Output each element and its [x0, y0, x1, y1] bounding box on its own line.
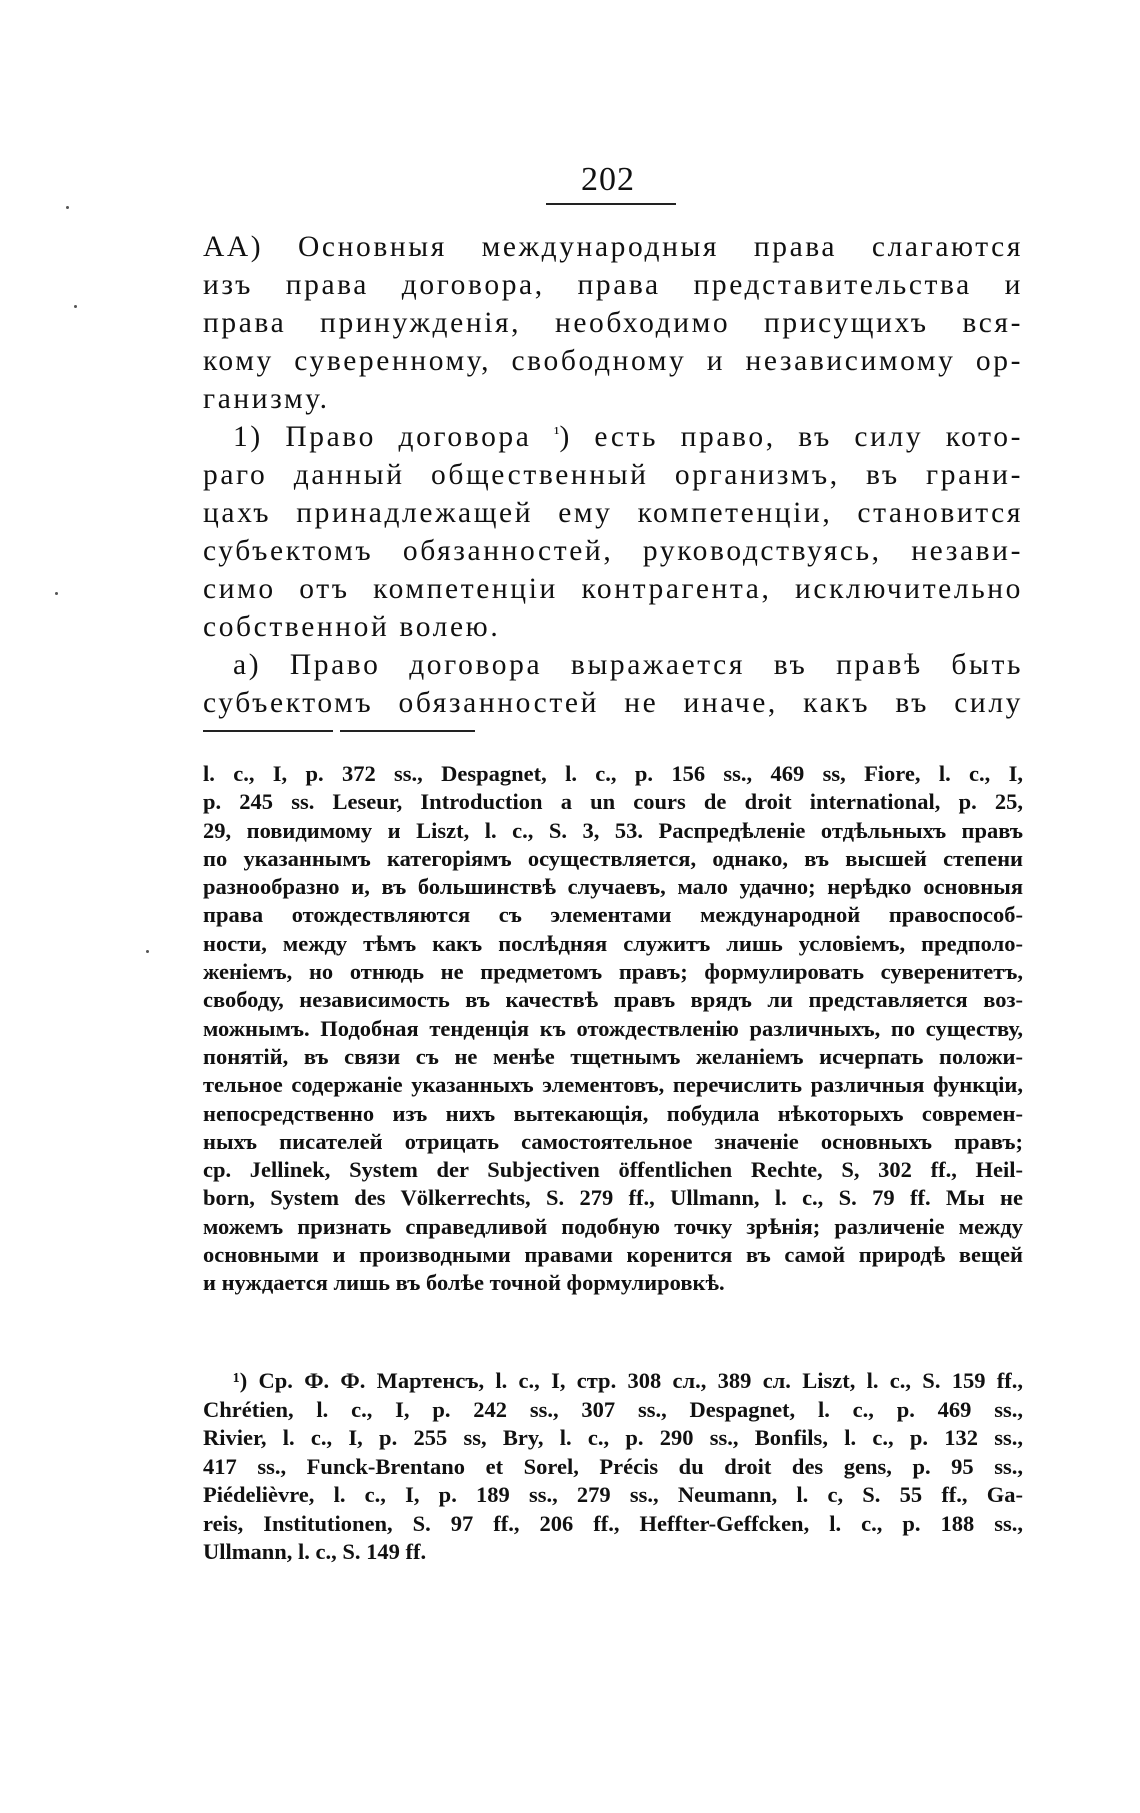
- footnote-line-segment: ¹) Cp. Ф. Ф. Мартенсъ, l. c., I, стр. 308 сл., 389 сл. Liszt, l. c., S. 159 ff.,: [233, 1368, 1023, 1393]
- footnote-line: Piédelièvre, l. c., I, p. 189 ss., 279 ss., Neumann, l. c, S. 55 ff., Ga-: [203, 1482, 1023, 1507]
- footnote-line: свободу, независимость въ качествѣ правъ врядъ ли представляется воз-: [203, 987, 1023, 1013]
- scan-speck: [146, 950, 149, 953]
- main-line-segment: a) Право договора выражается въ правѣ быть: [233, 649, 1023, 681]
- footnote-continuation: [203, 760, 1023, 1298]
- footnote-line: cp. Jellinek, System der Subjectiven öffentlichen Rechte, S, 302 ff., Heil-: [203, 1157, 1023, 1183]
- scan-speck: [66, 206, 69, 209]
- footnote-line: ныхъ писателей отрицать самостоятельное значеніе основныхъ правъ;: [203, 1128, 1023, 1154]
- main-text: [203, 228, 1023, 722]
- footnote-line: можемъ признать справедливой подобную точку зрѣнія; различеніе между: [203, 1213, 1023, 1239]
- page-number: 202: [581, 161, 635, 198]
- footnote-line: Rivier, l. c., I, p. 255 ss, Bry, l. c., p. 290 ss., Bonfils, l. c., p. 132 ss.,: [203, 1425, 1023, 1450]
- footnote-line: l. c., I, p. 372 ss., Despagnet, l. c., p. 156 ss., 469 ss, Fiore, l. c., I,: [203, 761, 1023, 786]
- main-line: субъектомъ обязанностей, руководствуясь, незави-: [203, 535, 1023, 567]
- page-number-rule: [546, 203, 676, 205]
- main-line: раго данный общественный организмъ, въ грани-: [203, 459, 1023, 491]
- footnote-1: [203, 1367, 1023, 1567]
- main-line: АА) Основныя международныя права слагаются: [203, 231, 1023, 263]
- main-line: изъ права договора, права представительства и: [203, 269, 1023, 301]
- footnote-rule: [203, 730, 333, 732]
- footnote-line: Ullmann, l. c., S. 149 ff.: [203, 1539, 427, 1564]
- footnote-line: тельное содержаніе указанныхъ элементовъ, перечислить различныя функціи,: [203, 1072, 1023, 1098]
- main-line: субъектомъ обязанностей не иначе, какъ въ силу: [203, 687, 1023, 719]
- main-line: права принужденія, необходимо присущихъ вся-: [203, 307, 1023, 339]
- main-line: [203, 418, 1023, 456]
- main-line: цахъ принадлежащей ему компетенціи, становится: [203, 497, 1023, 529]
- main-line-segment: ) есть право, въ силу кото-: [559, 421, 1023, 453]
- footnote-line: можнымъ. Подобная тенденція къ отождествленію различныхъ, по существу,: [203, 1015, 1023, 1041]
- footnote-line: права отождествляются съ элементами международной правоспособ-: [203, 902, 1023, 928]
- footnote-rule: [340, 730, 475, 732]
- footnote-line: Chrétien, l. c., I, p. 242 ss., 307 ss., Despagnet, l. c., p. 469 ss.,: [203, 1396, 1023, 1422]
- footnote-ref: ¹: [554, 423, 560, 443]
- main-line: симо отъ компетенціи контрагента, исключительно: [203, 573, 1023, 605]
- footnote-line: и нуждается лишь въ болѣе точной формулировкѣ.: [203, 1270, 725, 1296]
- footnote-line: непосредственно изъ нихъ вытекающія, побудила нѣкоторыхъ современ-: [203, 1100, 1023, 1126]
- main-line: кому суверенному, свободному и независимому ор-: [203, 345, 1023, 377]
- footnote-line: понятій, въ связи съ не менѣе тщетнымъ желаніемъ исчерпать положи-: [203, 1043, 1023, 1069]
- footnote-line: reis, Institutionen, S. 97 ff., 206 ff., Heffter-Geffcken, l. c., p. 188 ss.,: [203, 1510, 1023, 1536]
- footnote-line: разнообразно и, въ большинствѣ случаевъ, мало удачно; нерѣдко основныя: [203, 874, 1023, 900]
- main-line: ганизму.: [203, 383, 330, 415]
- scan-speck: [74, 305, 77, 308]
- footnote-line: по указаннымъ категоріямъ осуществляется, однако, въ высшей степени: [203, 845, 1023, 871]
- footnote-line: 29, повидимому и Liszt, l. c., S. 3, 53. Распредѣленіе отдѣльныхъ правъ: [203, 817, 1023, 843]
- footnote-line: born, System des Völkerrechts, S. 279 ff., Ullmann, l. c., S. 79 ff. Мы не: [203, 1185, 1023, 1211]
- footnote-line: женіемъ, но отнюдь не предметомъ правъ; формулировать суверенитетъ,: [203, 959, 1023, 985]
- footnote-line: основными и производными правами коренится въ самой природѣ вещей: [203, 1242, 1023, 1268]
- footnote-line: ности, между тѣмъ какъ послѣдняя служитъ лишь условіемъ, предполо-: [203, 930, 1023, 956]
- footnote-line: p. 245 ss. Leseur, Introduction a un cours de droit international, p. 25,: [203, 789, 1023, 815]
- main-line: собственной волею.: [203, 611, 501, 643]
- footnote-line: 417 ss., Funck-Brentano et Sorel, Précis du droit des gens, p. 95 ss.,: [203, 1453, 1023, 1479]
- footnote-line: [203, 1367, 1023, 1396]
- main-line-segment: 1) Право договора: [233, 421, 532, 453]
- scan-speck: [55, 592, 58, 595]
- main-line: [203, 646, 1023, 684]
